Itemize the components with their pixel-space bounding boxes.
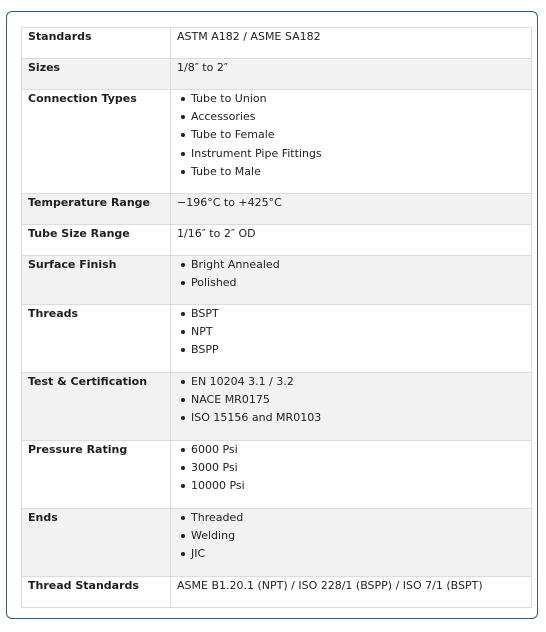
list-item: Bright Annealed — [181, 256, 525, 274]
row-temperature-range — [22, 194, 532, 225]
list-item: Tube to Union — [181, 90, 525, 108]
list-item: BSPT — [181, 305, 525, 323]
label-tube-size-range: Tube Size Range — [22, 225, 171, 256]
row-pressure-rating — [22, 441, 532, 509]
row-connection-types — [22, 90, 532, 194]
list-item: 10000 Psi — [181, 477, 525, 495]
list-item: Accessories — [181, 108, 525, 126]
value-test-certification — [171, 373, 532, 441]
value-ends — [171, 509, 532, 577]
surface-finish-list — [177, 256, 525, 292]
list-item: Threaded — [181, 509, 525, 527]
row-sizes — [22, 59, 532, 90]
row-test-certification — [22, 373, 532, 441]
label-thread-standards: Thread Standards — [22, 577, 171, 608]
label-test-certification: Test & Certification — [22, 373, 171, 441]
row-tube-size-range — [22, 225, 532, 256]
value-connection-types — [171, 90, 532, 194]
list-item: ISO 15156 and MR0103 — [181, 409, 525, 427]
row-ends — [22, 509, 532, 577]
list-item: Polished — [181, 274, 525, 292]
value-sizes: 1/8″ to 2″ — [171, 59, 532, 90]
list-item: 3000 Psi — [181, 459, 525, 477]
row-threads — [22, 305, 532, 373]
value-standards: ASTM A182 / ASME SA182 — [171, 28, 532, 59]
list-item: JIC — [181, 545, 525, 563]
value-surface-finish — [171, 256, 532, 305]
list-item: 6000 Psi — [181, 441, 525, 459]
list-item: Instrument Pipe Fittings — [181, 145, 525, 163]
value-temperature-range: −196°C to +425°C — [171, 194, 532, 225]
label-sizes: Sizes — [22, 59, 171, 90]
list-item: NACE MR0175 — [181, 391, 525, 409]
specifications-table — [21, 27, 532, 608]
value-pressure-rating — [171, 441, 532, 509]
label-surface-finish: Surface Finish — [22, 256, 171, 305]
value-tube-size-range: 1/16″ to 2″ OD — [171, 225, 532, 256]
label-pressure-rating: Pressure Rating — [22, 441, 171, 509]
list-item: Welding — [181, 527, 525, 545]
test-certification-list — [177, 373, 525, 428]
label-connection-types: Connection Types — [22, 90, 171, 194]
threads-list — [177, 305, 525, 360]
value-threads — [171, 305, 532, 373]
label-standards: Standards — [22, 28, 171, 59]
label-ends: Ends — [22, 509, 171, 577]
value-thread-standards: ASME B1.20.1 (NPT) / ISO 228/1 (BSPP) / ISO 7/1 (BSPT) — [171, 577, 532, 608]
ends-list — [177, 509, 525, 564]
pressure-rating-list — [177, 441, 525, 496]
specifications-card — [6, 11, 538, 619]
connection-types-list — [177, 90, 525, 181]
row-thread-standards — [22, 577, 532, 608]
list-item: EN 10204 3.1 / 3.2 — [181, 373, 525, 391]
row-surface-finish — [22, 256, 532, 305]
list-item: NPT — [181, 323, 525, 341]
list-item: Tube to Female — [181, 126, 525, 144]
label-threads: Threads — [22, 305, 171, 373]
row-standards — [22, 28, 532, 59]
list-item: BSPP — [181, 341, 525, 359]
label-temperature-range: Temperature Range — [22, 194, 171, 225]
list-item: Tube to Male — [181, 163, 525, 181]
